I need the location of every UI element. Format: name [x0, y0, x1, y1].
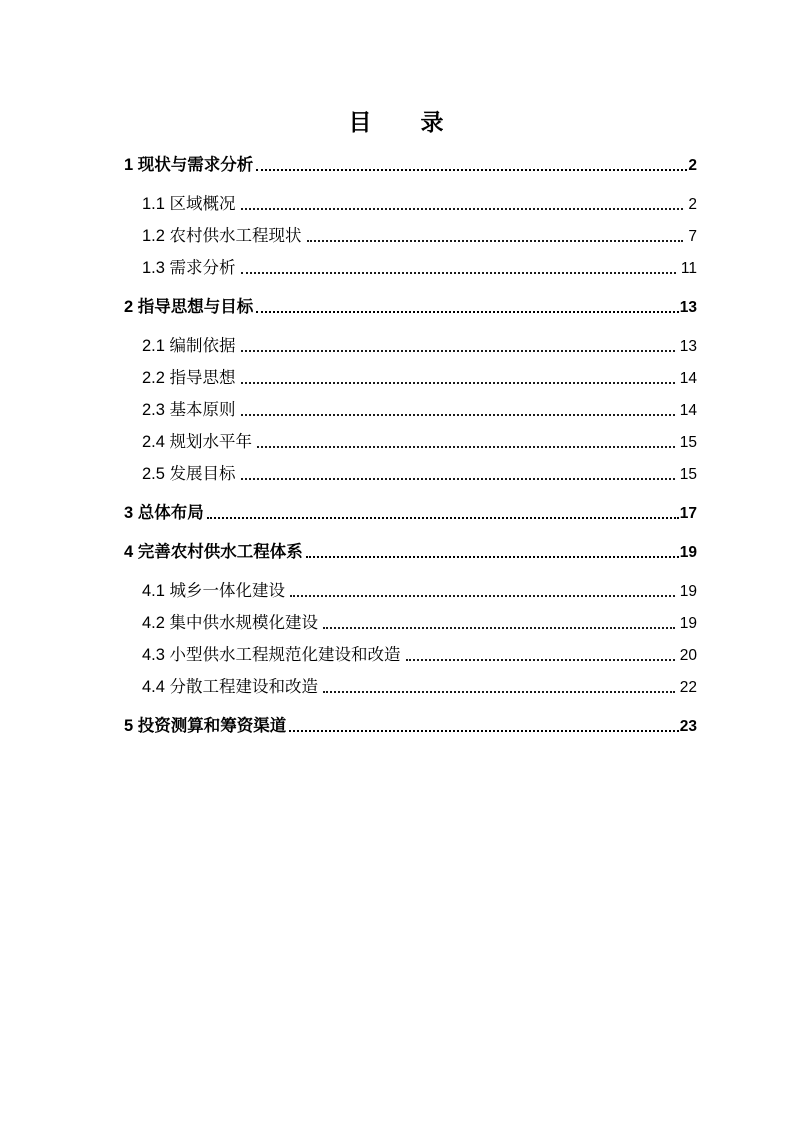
toc-page-number: 2 [688, 157, 697, 175]
toc-entry[interactable] [124, 225, 697, 247]
toc-entry[interactable] [124, 399, 697, 421]
toc-entry[interactable] [124, 257, 697, 279]
toc-entry[interactable] [124, 612, 697, 634]
toc-page-number: 19 [679, 544, 697, 562]
toc-entry[interactable] [124, 676, 697, 698]
toc-page-number: 15 [679, 466, 697, 484]
toc-page-number: 7 [688, 228, 697, 246]
toc-entry-label[interactable]: 1 现状与需求分析 [124, 156, 254, 175]
toc-entry[interactable] [124, 502, 697, 524]
toc-dots-leader [241, 414, 675, 416]
toc-page-number: 19 [679, 583, 697, 601]
toc-entry[interactable] [124, 193, 697, 215]
toc-page-number: 2 [688, 196, 697, 214]
toc-entry[interactable] [124, 367, 697, 389]
toc-entry[interactable] [124, 154, 697, 176]
toc-dots-leader [289, 730, 678, 732]
toc-dots-leader [241, 350, 675, 352]
toc-entry[interactable] [124, 580, 697, 602]
toc-entry-label[interactable]: 1.3 需求分析 [142, 259, 236, 278]
toc-page-number: 22 [679, 679, 697, 697]
toc-dots-leader [241, 208, 684, 210]
toc-dots-leader [241, 478, 675, 480]
toc-page-number: 14 [679, 402, 697, 420]
page-title: 目 录 [348, 109, 445, 136]
toc-page-number: 20 [679, 647, 697, 665]
toc-dots-leader [256, 311, 678, 313]
toc-entry-label[interactable]: 1.2 农村供水工程现状 [142, 227, 302, 246]
toc-entry[interactable] [124, 541, 697, 563]
toc-page-number: 13 [679, 338, 697, 356]
toc-entry-label[interactable]: 4.3 小型供水工程规范化建设和改造 [142, 646, 401, 665]
toc-entry-label[interactable]: 2.4 规划水平年 [142, 433, 253, 452]
toc-entry[interactable] [124, 296, 697, 318]
toc-dots-leader [406, 659, 675, 661]
toc-entry-label[interactable]: 4.2 集中供水规模化建设 [142, 614, 319, 633]
toc-dots-leader [241, 382, 675, 384]
toc-entry-label[interactable]: 2.1 编制依据 [142, 337, 236, 356]
toc-dots-leader [323, 691, 675, 693]
toc-entry[interactable] [124, 644, 697, 666]
toc-dots-leader [323, 627, 675, 629]
toc-page-number: 19 [679, 615, 697, 633]
toc-page-number: 17 [679, 505, 697, 523]
toc-entry-label[interactable]: 2 指导思想与目标 [124, 298, 254, 317]
toc-dots-leader [257, 446, 675, 448]
toc-page-number: 23 [679, 718, 697, 736]
toc-entry-label[interactable]: 4.4 分散工程建设和改造 [142, 678, 319, 697]
toc-entry-label[interactable]: 2.5 发展目标 [142, 465, 236, 484]
toc-dots-leader [241, 272, 676, 274]
toc-dots-leader [307, 240, 684, 242]
toc-dots-leader [256, 169, 687, 171]
toc-list [0, 154, 793, 737]
toc-entry-label[interactable]: 2.2 指导思想 [142, 369, 236, 388]
toc-page-number: 15 [679, 434, 697, 452]
toc-entry-label[interactable]: 3 总体布局 [124, 504, 204, 523]
toc-entry[interactable] [124, 463, 697, 485]
toc-dots-leader [207, 517, 679, 519]
toc-page-number: 14 [679, 370, 697, 388]
toc-page-number: 11 [680, 260, 697, 278]
toc-entry-label[interactable]: 4.1 城乡一体化建设 [142, 582, 286, 601]
toc-entry[interactable] [124, 335, 697, 357]
toc-entry-label[interactable]: 1.1 区域概况 [142, 195, 236, 214]
toc-entry[interactable] [124, 431, 697, 453]
toc-dots-leader [306, 556, 679, 558]
toc-entry-label[interactable]: 2.3 基本原则 [142, 401, 236, 420]
toc-entry-label[interactable]: 5 投资测算和筹资渠道 [124, 717, 287, 736]
toc-page-number: 13 [679, 299, 697, 317]
toc-entry-label[interactable]: 4 完善农村供水工程体系 [124, 543, 303, 562]
toc-dots-leader [290, 595, 675, 597]
toc-entry[interactable] [124, 715, 697, 737]
